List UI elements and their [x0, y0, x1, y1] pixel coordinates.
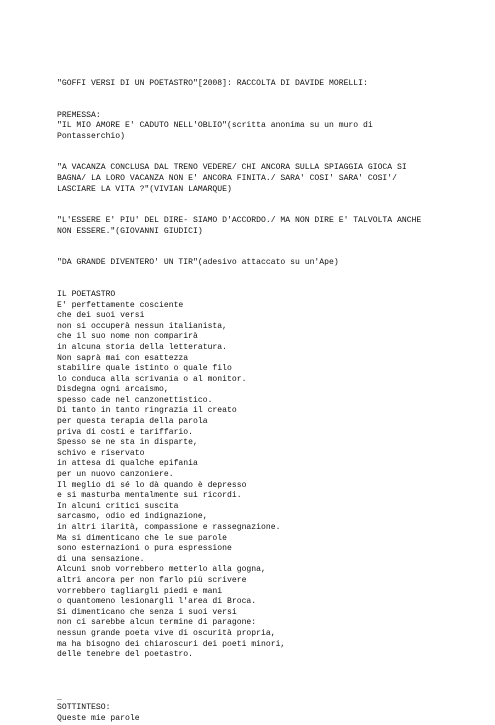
poem-line: priva di costi e tariffario.	[57, 427, 193, 437]
poem-line: Spesso se ne sta in disparte,	[57, 438, 198, 448]
poem-line: Non saprà mai con esattezza	[57, 353, 189, 363]
poem-line: vorrebbero tagliargli piedi e mani	[57, 586, 223, 596]
quote1-line: BAGNA/ LA LORO VACANZA NON E' ANCORA FINITA./ SARA' COSI' SARA' COSI'/	[57, 173, 397, 183]
poem-line: in alcuna storia della letteratura.	[57, 342, 227, 352]
poem-line: sarcasmo, odio ed indignazione,	[57, 512, 208, 522]
quote3-line: "DA GRANDE DIVENTERO' UN TIR"(adesivo attaccato su un'Ape)	[57, 258, 339, 268]
poem-line: lo conduca alla scrivania o al monitor.	[57, 374, 247, 384]
poem-line: ma ha bisogno dei chiaroscuri dei poeti minori,	[57, 639, 286, 649]
quote1-line: "A VACANZA CONCLUSA DAL TRENO VEDERE/ CHI ANCORA SULLA SPIAGGIA GIOCA SI	[57, 163, 407, 173]
quote2-line: NON ESSERE."(GIOVANNI GIUDICI)	[57, 226, 203, 236]
poem-line: schivo e riservato	[57, 448, 145, 458]
poem-line: Disdegna ogni arcaismo,	[57, 385, 169, 395]
poem-line: altri ancora per non farlo più scrivere	[57, 575, 247, 585]
sottinteso-heading: SOTTINTESO:	[57, 703, 111, 713]
premessa-heading: PREMESSA:	[57, 110, 101, 120]
poem-line: per questa terapia della parola	[57, 417, 208, 427]
poem-line: sono esternazioni o pura espressione	[57, 544, 232, 554]
poem-line: non ci sarebbe alcun termine di paragone:	[57, 618, 257, 628]
poem-line: o quantomeno lesionargli l'area di Broca.	[57, 597, 257, 607]
poem-line: di una sensazione.	[57, 554, 145, 564]
poem-line: e si masturba mentalmente sui ricordi.	[57, 491, 242, 501]
poem-line: E' perfettamente cosciente	[57, 300, 184, 310]
poem-line: che il suo nome non comparirà	[57, 332, 198, 342]
poem-line: Di tanto in tanto ringrazia il creato	[57, 406, 237, 416]
quote2-line: "L'ESSERE E' PIU' DEL DIRE- SIAMO D'ACCORDO./ MA NON DIRE E' TALVOLTA ANCHE	[57, 216, 422, 226]
poem-line: spesso cade nel canzonettistico.	[57, 395, 213, 405]
poem-line: In alcuni critici suscita	[57, 501, 179, 511]
poem-line: Ma si dimenticano che le sue parole	[57, 533, 227, 543]
document-title: "GOFFI VERSI DI UN POETASTRO"[2008]: RACCOLTA DI DAVIDE MORELLI:	[57, 79, 368, 88]
poem-line: stabilire quale istinto o quale filo	[57, 364, 232, 374]
poem-line: Il meglio di sé lo dà quando è depresso	[57, 480, 247, 490]
premessa-line: Pontasserchio)	[57, 131, 125, 141]
poem-line: per un nuovo canzoniere.	[57, 470, 174, 480]
poem-line: in attesa di qualche epifania	[57, 459, 198, 469]
poem-line: non si occuperà nessun italianista,	[57, 321, 227, 331]
quote1-line: LASCIARE LA VITA ?"(VIVIAN LAMARQUE)	[57, 184, 232, 194]
poem-title: IL POETASTRO	[57, 289, 116, 299]
poem-line: Si dimenticano che senza i suoi versi	[57, 607, 237, 617]
poem-line: Alcuni snob vorrebbero metterlo alla gogna,	[57, 565, 266, 575]
section-separator: _	[57, 692, 62, 702]
sottinteso-line: Queste mie parole	[57, 713, 140, 723]
poem-line: nessun grande poeta vive di oscurità propria,	[57, 628, 276, 638]
poem-line: in altri ilarità, compassione e rassegnazione.	[57, 523, 281, 532]
poem-line: delle tenebre del poetastro.	[57, 650, 193, 660]
poem-body	[57, 301, 475, 661]
poem-line: che dei suoi versi	[57, 311, 145, 321]
premessa-line: "IL MIO AMORE E' CADUTO NELL'OBLIO"(scritta anonima su un muro di	[57, 121, 373, 131]
